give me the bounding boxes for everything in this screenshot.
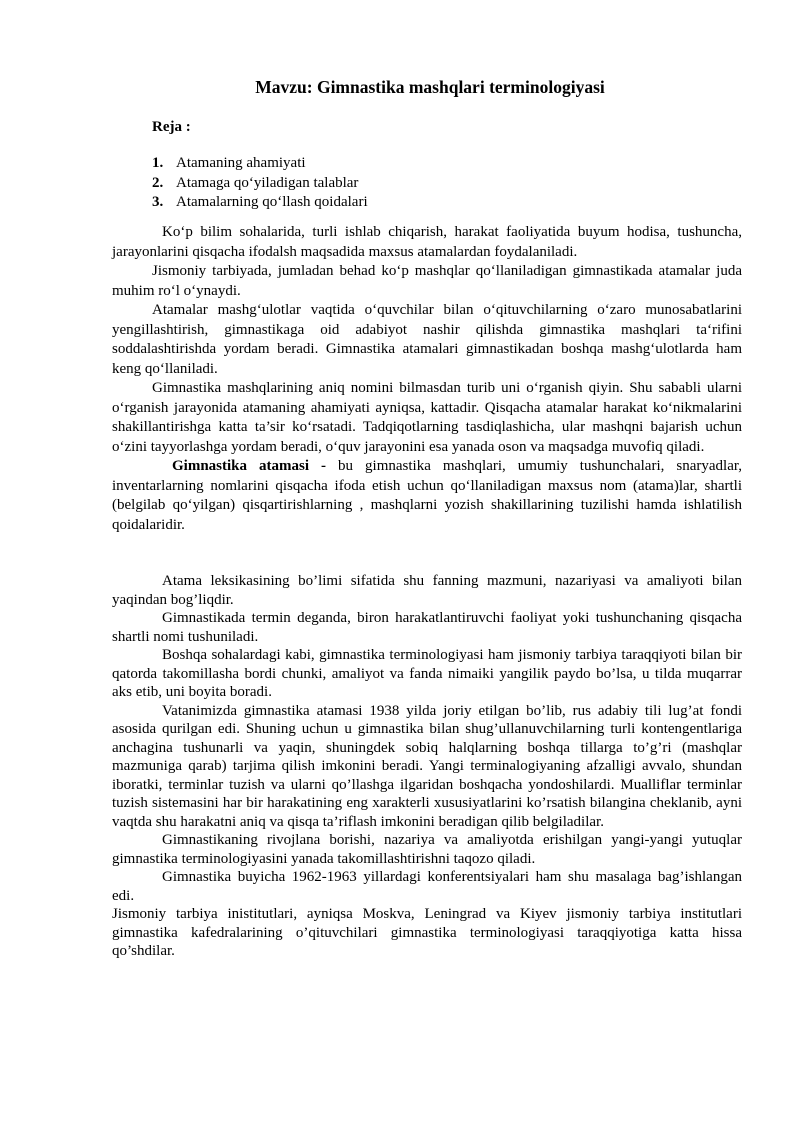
- plan-heading: Reja :: [152, 119, 191, 135]
- body-paragraph: Jismoniy tarbiyada, jumladan behad ko‘p mashqlar qo‘llaniladigan gimnastikada atamalar juda muhim ro‘l o‘ynaydi.: [112, 263, 742, 299]
- plan-item-number: 2.: [152, 174, 164, 191]
- body-section-1: [112, 223, 742, 535]
- body-paragraph: Gimnastika buyicha 1962-1963 yillardagi konferentsiyalari ham shu masalaga bag’ishlangan edi.: [112, 869, 742, 904]
- definition-text: bu gimnastika mashqlari, umumiy tushunchalari, snaryadlar, inventarlarning nomlarini qisqacha ifoda etish uchun qo‘llaniladigan maxsus nom (atama)lar, shartli (belgilab qo‘yilgan) qisqartirishlarning , mashqlarni yozish shakillarining tuzilishi hamda ishlatilish qoidalaridir.: [112, 458, 742, 533]
- plan-item-number: 1.: [152, 155, 164, 171]
- body-paragraph: Atamalar mashg‘ulotlar vaqtida o‘quvchilar bilan o‘qituvchilarning o‘zaro munosabatlarini yengillashtirish, gimnastikaga oid adabiyot nashir qilishda gimnastika mashqlari ta‘rifini soddalashtirishda yordam beradi. Gimnastika atamalari gimnastikadan boshqa mashg‘ulotlarda ham keng qo‘llaniladi.: [112, 302, 742, 377]
- document-title: Mavzu: Gimnastika mashqlari terminologiyasi: [255, 77, 605, 97]
- plan-item-number: 3.: [152, 194, 164, 210]
- body-paragraph: Gimnastikaning rivojlana borishi, nazariya va amaliyotda erishilgan yangi-yangi yutuqlar gimnastika terminologiyasini yanada takomillashtirishni taqozo qiladi.: [112, 832, 742, 867]
- plan-item: [152, 154, 368, 174]
- definition-term: Gimnastika atamasi -: [172, 458, 327, 474]
- body-paragraph: Vatanimizda gimnastika atamasi 1938 yilda joriy etilgan bo’lib, rus adabiy tili lug’at fondi asosida qurilgan edi. Shuning uchun u gimnastika bilan shug’ullanuvchilarning turli kontengentlariga anchagina tushunarli va yaqin, shuningdek sobiq halqlarning boshqa tillarga to’g’ri (mashqlar mazmuniga qarab) tarjima qilish imkonini beradi. Yangi terminalogiyaning afzalligi avvalo, shundan iboratki, terminlar tuzish va ularni qo’llashga ilgaridan boshqacha yondoshilardi. Mualliflar terminlar tuzish sistemasini har bir harakatining eng xarakterli xususiyatlarini ko’rsatish bilangina cheklanib, ayni vaqtda shu harakatni aniq va qisqa ta’riflash imkonini beradigan qilib belgiladilar.: [112, 702, 742, 830]
- plan-item-text: Atamaga qo‘yiladigan talablar: [176, 174, 359, 191]
- plan-item-text: Atamalarning qo‘llash qoidalari: [176, 194, 368, 210]
- body-paragraph: Gimnastika mashqlarining aniq nomini bilmasdan turib uni o‘rganish qiyin. Shu sababli ularni o‘rganish jarayonida atamaning ahamiyati ayniqsa, kattadir. Qisqacha atamalar harakat ko‘nikmalarini shakillantirishga katta ta’sir ko‘rsatadi. Tadqiqotlarning tasdiqlashicha, ular mashqni bajarish uchun o‘zini tayyorlashga yordam beradi, o‘quv jarayonini esa yanada oson va maqsadga muvofiq qiladi.: [112, 380, 742, 455]
- plan-list: [152, 154, 368, 213]
- body-paragraph: Ko‘p bilim sohalarida, turli ishlab chiqarish, harakat faoliyatida buyum hodisa, tushuncha, jarayonlarini qisqacha ifodalsh maqsadida maxsus atamalardan foydalaniladi.: [112, 224, 742, 260]
- plan-item: [152, 193, 368, 213]
- body-paragraph: Atama leksikasining bo’limi sifatida shu fanning mazmuni, nazariyasi va amaliyoti bilan yaqindan bog’liqdir.: [112, 573, 742, 608]
- body-paragraph: Jismoniy tarbiya inistitutlari, ayniqsa Moskva, Leningrad va Kiyev jismoniy tarbiya institutlari gimnastika kafedralarining o’qituvchilari gimnastika terminologiyasi taraqqiyotiga katta hissa qo’shdilar.: [112, 906, 742, 959]
- plan-item-text: Atamaning ahamiyati: [176, 155, 306, 171]
- definition-paragraph: [112, 457, 742, 535]
- body-section-2: [112, 572, 742, 961]
- plan-item: [152, 174, 368, 194]
- body-paragraph: Gimnastikada termin deganda, biron harakatlantiruvchi faoliyat yoki tushunchaning qisqacha shartli nomi tushuniladi.: [112, 610, 742, 645]
- body-paragraph: Boshqa sohalardagi kabi, gimnastika terminologiyasi ham jismoniy tarbiya taraqqiyoti bilan bir qatorda takomillasha bordi chunki, amaliyot va fanda nimaiki yangilik paydo bo’lsa, u tilda muqarrar aks etib, uni boyita boradi.: [112, 647, 742, 700]
